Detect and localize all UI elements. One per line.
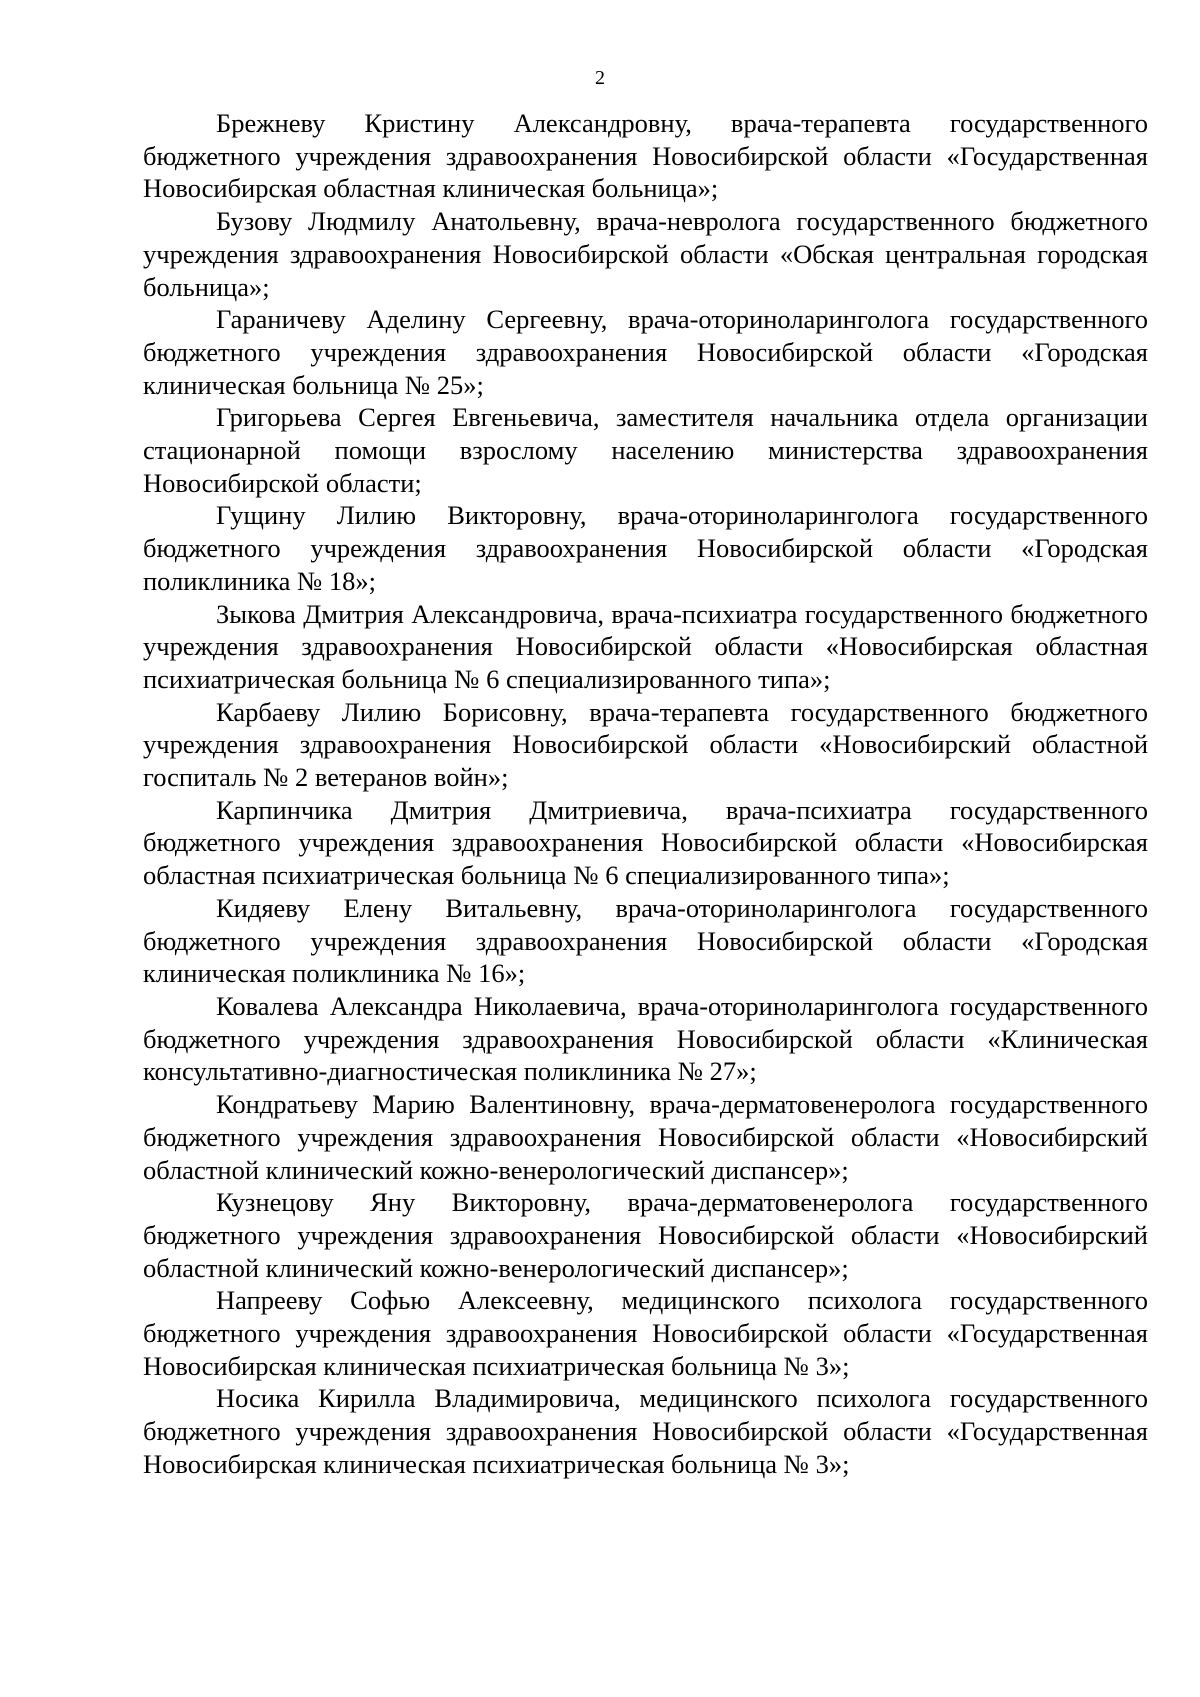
list-item: Брежневу Кристину Александровну, врача-терапевта государственного бюджетного учреждения здравоохранения Новосибирской области «Государственная Новосибирская областная клиническая больница»;: [143, 108, 1148, 204]
list-item: Карпинчика Дмитрия Дмитриевича, врача-психиатра государственного бюджетного учреждения здравоохранения Новосибирской области «Новосибирская областная психиатрическая больница № 6 специализированного типа»;: [143, 794, 1148, 891]
list-item: Бузову Людмилу Анатольевну, врача-невролога государственного бюджетного учреждения здравоохранения Новосибирской области «Обская центральная городская больница»;: [143, 206, 1148, 302]
document-body: [143, 107, 1148, 1481]
list-item: Григорьева Сергея Евгеньевича, заместителя начальника отдела организации стационарной помощи взрослому населению министерства здравоохранения Новосибирской области;: [143, 402, 1148, 498]
page-number: 2: [595, 67, 605, 89]
list-item: Зыкова Дмитрия Александровича, врача-психиатра государственного бюджетного учреждения здравоохранения Новосибирской области «Новосибирская областная психиатрическая больница № 6 специализированного типа»;: [143, 598, 1148, 694]
list-item: Карбаеву Лилию Борисовну, врача-терапевта государственного бюджетного учреждения здравоохранения Новосибирской области «Новосибирский областной госпиталь № 2 ветеранов войн»;: [143, 696, 1148, 793]
list-item: Ковалева Александра Николаевича, врача-оториноларинголога государственного бюджетного учреждения здравоохранения Новосибирской области «Клиническая консультативно-диагностическая поликлиника № 27»;: [143, 990, 1148, 1087]
list-item: Гараничеву Аделину Сергеевну, врача-оториноларинголога государственного бюджетного учреждения здравоохранения Новосибирской области «Городская клиническая больница № 25»;: [143, 304, 1148, 400]
list-item: Носика Кирилла Владимировича, медицинского психолога государственного бюджетного учреждения здравоохранения Новосибирской области «Государственная Новосибирская клиническая психиатрическая больница № 3»;: [143, 1383, 1148, 1479]
list-item: Напрееву Софью Алексеевну, медицинского психолога государственного бюджетного учреждения здравоохранения Новосибирской области «Государственная Новосибирская клиническая психиатрическая больница № 3»;: [143, 1285, 1148, 1381]
list-item: Кидяеву Елену Витальевну, врача-оториноларинголога государственного бюджетного учреждения здравоохранения Новосибирской области «Городская клиническая поликлиника № 16»;: [143, 892, 1148, 989]
list-item: Кондратьеву Марию Валентиновну, врача-дерматовенеролога государственного бюджетного учреждения здравоохранения Новосибирской области «Новосибирский областной клинический кожно-венерологический диспансер»;: [143, 1089, 1148, 1185]
list-item: Гущину Лилию Викторовну, врача-оториноларинголога государственного бюджетного учреждения здравоохранения Новосибирской области «Городская поликлиника № 18»;: [143, 500, 1148, 596]
list-item: Кузнецову Яну Викторовну, врача-дерматовенеролога государственного бюджетного учреждения здравоохранения Новосибирской области «Новосибирский областной клинический кожно-венерологический диспансер»;: [143, 1187, 1148, 1283]
